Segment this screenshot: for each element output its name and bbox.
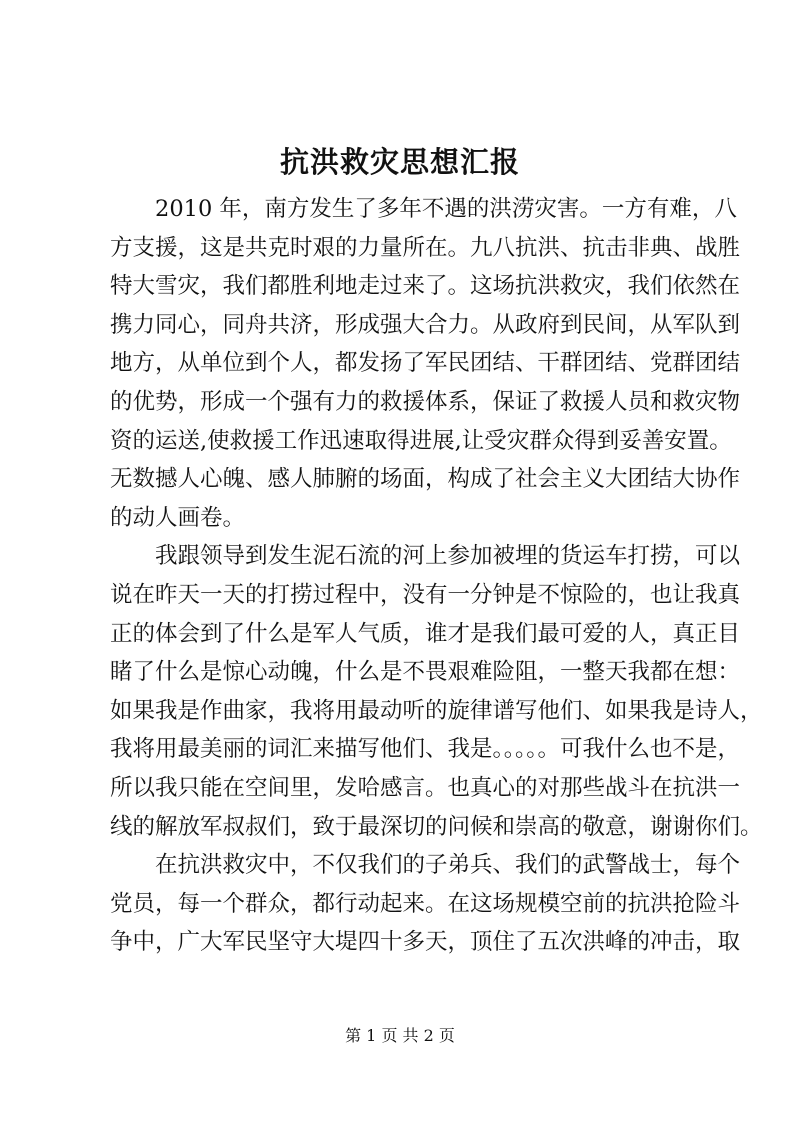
paragraph-3 xyxy=(110,846,741,962)
text-line: 在抗洪救灾中，不仅我们的子弟兵、我们的武警战士，每个 xyxy=(155,852,741,879)
text-line: 我跟领导到发生泥石流的河上参加被埋的货运车打捞，可以 xyxy=(155,543,741,570)
text-line: 我将用最美丽的词汇来描写他们、我是。。。。。可我什么也不是， xyxy=(110,736,741,763)
text-line: 的优势，形成一个强有力的救援体系，保证了救援人员和救灾物 xyxy=(110,388,741,415)
text-line: 所以我只能在空间里，发哈感言。也真心的对那些战斗在抗洪一 xyxy=(110,774,741,801)
text-line: 正的体会到了什么是军人气质，谁才是我们最可爱的人，真正目 xyxy=(110,620,741,647)
text-line: 说在昨天一天的打捞过程中，没有一分钟是不惊险的，也让我真 xyxy=(110,581,741,608)
document-title: 抗洪救灾思想汇报 xyxy=(279,145,520,179)
text-line: 无数撼人心魄、感人肺腑的场面，构成了社会主义大团结大协作 xyxy=(110,466,741,493)
text-line: 方支援，这是共克时艰的力量所在。九八抗洪、抗击非典、战胜 xyxy=(110,234,741,261)
text-line: 特大雪灾，我们都胜利地走过来了。这场抗洪救灾，我们依然在 xyxy=(110,273,741,300)
text-line: 地方，从单位到个人，都发扬了军民团结、干群团结、党群团结 xyxy=(110,350,741,377)
text-line: 如果我是作曲家，我将用最动听的旋律谱写他们、如果我是诗人， xyxy=(110,697,763,724)
text-line: 争中，广大军民坚守大堤四十多天，顶住了五次洪峰的冲击，取 xyxy=(110,929,741,956)
text-line: 的动人画卷。 xyxy=(110,504,246,531)
page-footer: 第 1 页 共 2 页 xyxy=(345,1026,455,1045)
text-line: 资的运送,使救援工作迅速取得进展,让受灾群众得到妥善安置。 xyxy=(110,427,732,454)
text-line: 睹了什么是惊心动魄，什么是不畏艰难险阻，一整天我都在想： xyxy=(110,659,741,686)
document-body xyxy=(110,190,763,962)
text-line: 线的解放军叔叔们，致于最深切的问候和崇高的敬意，谢谢你们。 xyxy=(110,813,763,840)
text-line: 党员，每一个群众，都行动起来。在这场规模空前的抗洪抢险斗 xyxy=(110,890,741,917)
paragraph-1 xyxy=(110,190,741,537)
text-line: 2010 年，南方发生了多年不遇的洪涝灾害。一方有难，八 xyxy=(155,196,737,222)
paragraph-2 xyxy=(110,537,763,846)
text-line: 携力同心，同舟共济，形成强大合力。从政府到民间，从军队到 xyxy=(110,311,741,338)
